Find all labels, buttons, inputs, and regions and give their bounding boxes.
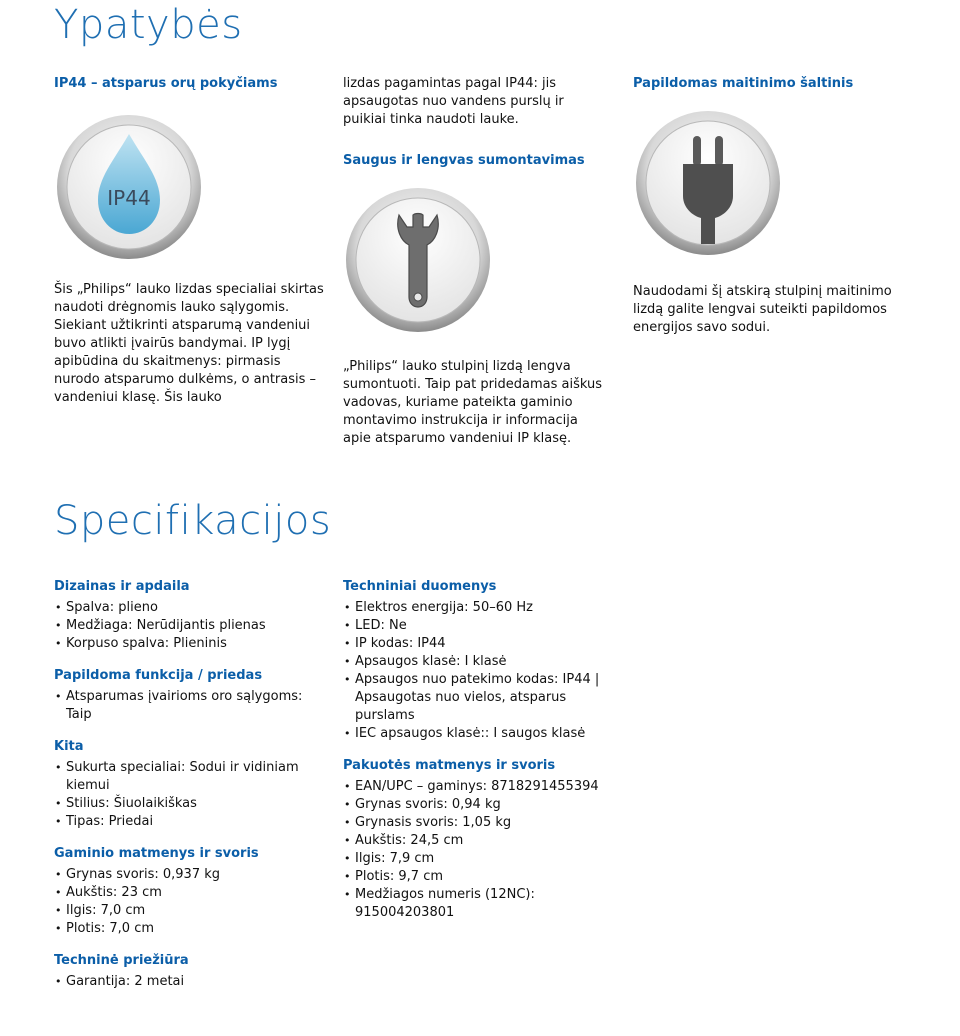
spec-section: [343, 578, 628, 743]
feature-install-text-wrap: [343, 358, 605, 448]
feature-ip44: [54, 75, 316, 96]
feature-heading: IP44 – atsparus orų pokyčiams: [54, 76, 278, 91]
spec-list: [54, 759, 329, 831]
specs-title: Specifikacijos: [54, 498, 332, 544]
spec-list-item: • Garantija: 2 metai: [54, 973, 329, 991]
spec-list-item: • Stilius: Šiuolaikiškas: [54, 795, 329, 813]
spec-section: [343, 757, 628, 922]
spec-list-item: • Medžiagos numeris (12NC): 915004203801: [343, 886, 628, 922]
feature-ip44-text-wrap: [54, 281, 329, 407]
spec-list-item: • Korpuso spalva: Plieninis: [54, 635, 329, 653]
spec-list-item: • IEC apsaugos klasė:: I saugos klasė: [343, 725, 628, 743]
spec-list-item: • Ilgis: 7,0 cm: [54, 902, 329, 920]
wrench-icon: [343, 185, 493, 335]
feature-text: „Philips“ lauko stulpinį lizdą lengva sumontuoti. Taip pat pridedamas aiškus vadovas, kuriame pateikta gaminio montavimo instrukcija ir informacija apie atsparumo vandeniui IP klasę.: [343, 359, 603, 446]
spec-list: [54, 866, 329, 938]
spec-section-heading: Pakuotės matmenys ir svoris: [343, 758, 556, 773]
spec-section: [54, 845, 329, 938]
features-title: Ypatybės: [54, 2, 243, 48]
spec-list: [54, 599, 329, 653]
spec-list-item: • Aukštis: 23 cm: [54, 884, 329, 902]
spec-list-item: • Elektros energija: 50–60 Hz: [343, 599, 628, 617]
spec-section-heading: Papildoma funkcija / priedas: [54, 668, 263, 683]
specs-right-column: [343, 578, 628, 936]
specs-left-column: [54, 578, 329, 1005]
spec-list-item: • Sukurta specialiai: Sodui ir vidiniam kiemui: [54, 759, 329, 795]
spec-list-item: • Atsparumas įvairioms oro sąlygoms: Taip: [54, 688, 329, 724]
water-drop-icon: [54, 112, 204, 262]
spec-list-item: • IP kodas: IP44: [343, 635, 628, 653]
spec-list-item: • Apsaugos nuo patekimo kodas: IP44 | Apsaugotas nuo vielos, atsparus purslams: [343, 671, 628, 725]
feature-text-continued: lizdas pagamintas pagal IP44: jis apsaugotas nuo vandens purslų ir puikiai tinka naudoti lauke.: [343, 76, 564, 127]
spec-list-item: • Apsaugos klasė: I klasė: [343, 653, 628, 671]
spec-list: [343, 599, 628, 743]
feature-install: [343, 152, 605, 173]
spec-list-item: • Aukštis: 24,5 cm: [343, 832, 628, 850]
feature-heading: Saugus ir lengvas sumontavimas: [343, 153, 585, 168]
spec-list-item: • Tipas: Priedai: [54, 813, 329, 831]
spec-list: [343, 778, 628, 922]
spec-list-item: • Plotis: 9,7 cm: [343, 868, 628, 886]
spec-list-item: • Ilgis: 7,9 cm: [343, 850, 628, 868]
feature-power-text-wrap: [633, 283, 923, 337]
spec-list: [54, 688, 329, 724]
spec-list-item: • LED: Ne: [343, 617, 628, 635]
spec-section-heading: Techninė priežiūra: [54, 953, 189, 968]
feature-text: Naudodami šį atskirą stulpinį maitinimo lizdą galite lengvai suteikti papildomos energijos savo sodui.: [633, 284, 892, 335]
feature-text: Šis „Philips“ lauko lizdas specialiai skirtas naudoti drėgnomis lauko sąlygomis. Siekiant užtikrinti atsparumą vandeniui buvo atlikti įvairūs bandymai. IP lygį apibūdina du skaitmenys: pirmasis nurodo atsparumo dulkėms, o antrasis – vandeniui klasę. Šis lauko: [54, 282, 324, 405]
spec-section-heading: Dizainas ir apdaila: [54, 579, 190, 594]
spec-list-item: • Plotis: 7,0 cm: [54, 920, 329, 938]
spec-section: [54, 667, 329, 724]
feature-power: [633, 75, 895, 96]
spec-list-item: • Spalva: plieno: [54, 599, 329, 617]
spec-list-item: • Medžiaga: Nerūdijantis plienas: [54, 617, 329, 635]
spec-section-heading: Kita: [54, 739, 84, 754]
spec-list-item: • EAN/UPC – gaminys: 8718291455394: [343, 778, 628, 796]
plug-icon: [633, 108, 783, 258]
ip44-icon-text: IP44: [107, 186, 151, 210]
spec-list-item: • Grynas svoris: 0,937 kg: [54, 866, 329, 884]
feature-heading: Papildomas maitinimo šaltinis: [633, 76, 854, 91]
spec-section: [54, 738, 329, 831]
feature-ip44-continued: [343, 75, 605, 129]
spec-list-item: • Grynasis svoris: 1,05 kg: [343, 814, 628, 832]
spec-list-item: • Grynas svoris: 0,94 kg: [343, 796, 628, 814]
spec-section: [54, 578, 329, 653]
spec-list: [54, 973, 329, 991]
spec-section: [54, 952, 329, 991]
spec-section-heading: Techniniai duomenys: [343, 579, 497, 594]
spec-section-heading: Gaminio matmenys ir svoris: [54, 846, 259, 861]
